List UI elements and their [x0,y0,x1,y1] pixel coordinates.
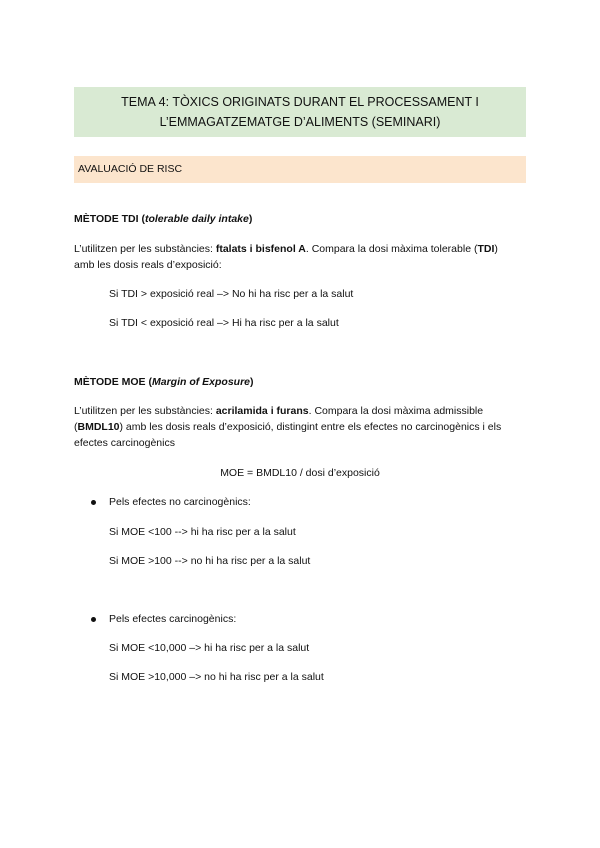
title-line-1: TEMA 4: TÒXICS ORIGINATS DURANT EL PROCESSAMENT I [121,95,479,109]
document-title [74,87,526,137]
bullet-icon [91,617,96,622]
moe-heading-prefix: MÈTODE MOE ( [74,376,152,388]
tdi-heading-prefix: MÈTODE TDI ( [74,213,145,225]
moe-formula: MOE = BMDL10 / dosi d’exposició [220,467,380,479]
moe-paragraph-line-2 [74,419,501,435]
bullet-icon [91,500,96,505]
tdi-paragraph-line-1 [74,241,498,257]
moe-p1-b: acrilamida i furans [215,405,309,417]
tdi-p1-c: . Compara la dosi màxima tolerable ( [305,243,478,255]
moe-b2-rule-2: Si MOE >10,000 –> no hi ha risc per a la salut [109,671,324,683]
moe-bullet-2: Pels efectes carcinogènics: [109,613,237,625]
moe-p1-c: . Compara la dosi màxima admissible [308,405,484,417]
tdi-paragraph-line-2: amb les dosis reals d’exposició: [74,259,222,271]
moe-b2-rule-1: Si MOE <10,000 –> hi ha risc per a la salut [109,642,310,654]
moe-p2-a: ( [74,421,78,433]
moe-paragraph-line-3: efectes carcinogènics [74,437,175,449]
tdi-p1-e: ) [494,243,498,255]
tdi-p1-d: TDI [477,243,495,255]
moe-p1-a: L’utilitzen per les substàncies: [74,405,216,417]
moe-heading-suffix: ) [250,376,254,388]
moe-bullet-1: Pels efectes no carcinogènics: [109,496,251,508]
moe-b1-rule-1: Si MOE <100 --> hi ha risc per a la salut [109,526,296,538]
moe-heading-italic: Margin of Exposure [151,376,250,388]
section-heading: AVALUACIÓ DE RISC [74,156,526,183]
moe-paragraph-line-1 [74,403,483,419]
title-line-2: L’EMMAGATZEMATGE D’ALIMENTS (SEMINARI) [159,115,441,129]
moe-p2-c: ) amb les dosis reals d’exposició, distingint entre els efectes no carcinogènics i els [119,421,502,433]
tdi-rule-2: Si TDI < exposició real –> Hi ha risc per a la salut [109,317,339,329]
tdi-heading-suffix: ) [248,213,253,225]
tdi-p1-a: L’utilitzen per les substàncies: [74,243,216,255]
tdi-heading-italic: tolerable daily intake [144,213,249,225]
moe-heading [74,374,254,390]
tdi-rule-1: Si TDI > exposició real –> No hi ha risc per a la salut [109,288,354,300]
tdi-heading [74,211,252,227]
moe-p2-b: BMDL10 [77,421,120,433]
tdi-p1-b: ftalats i bisfenol A [215,243,306,255]
moe-b1-rule-2: Si MOE >100 --> no hi ha risc per a la salut [109,555,311,567]
